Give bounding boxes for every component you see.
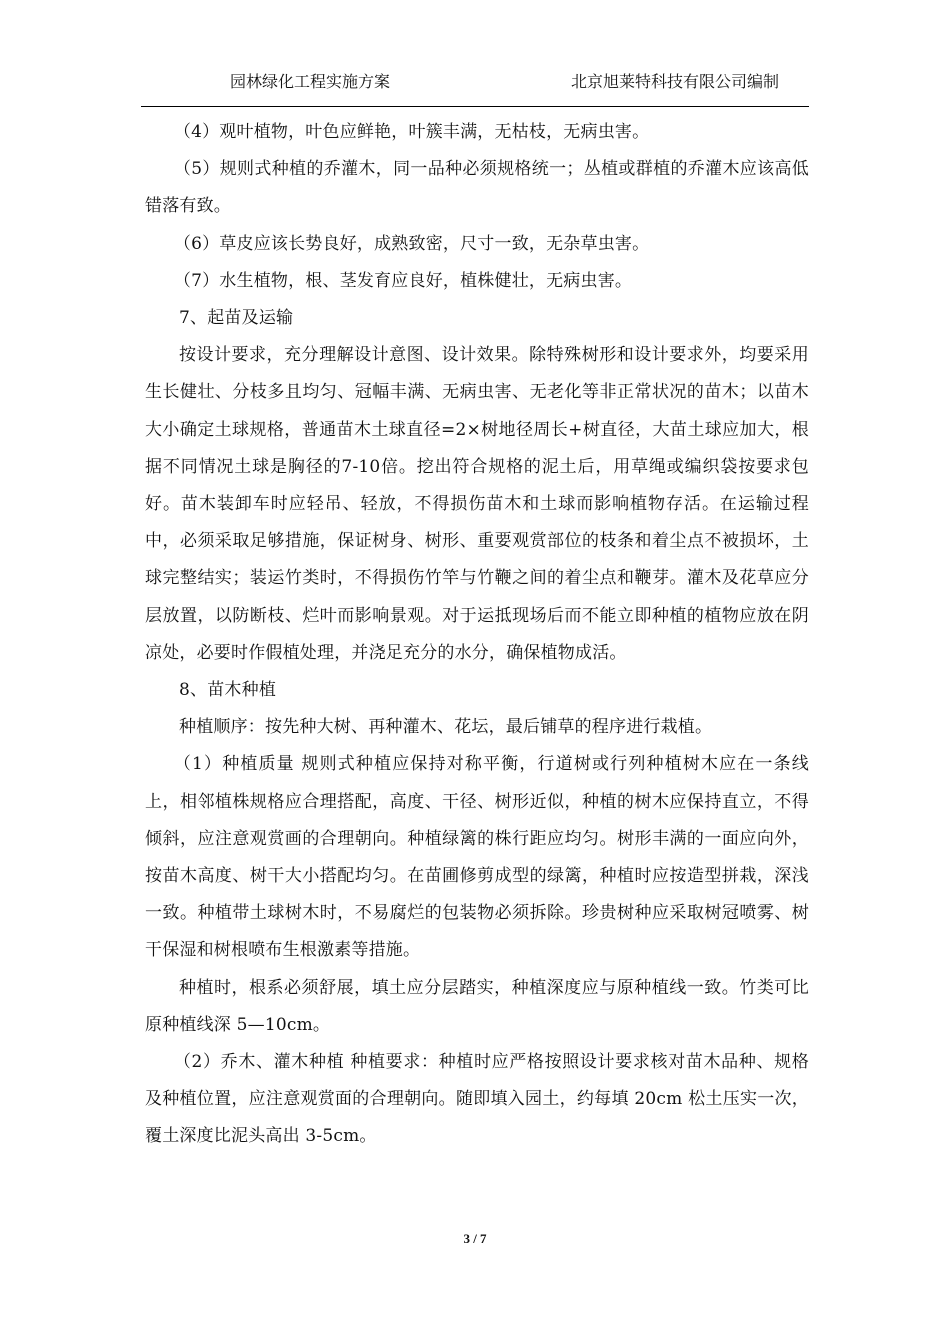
paragraph-item-7: （7）水生植物，根、茎发育应良好，植株健壮，无病虫害。 [173,270,633,291]
header-document-title: 园林绿化工程实施方案 [230,72,391,91]
section-heading-7: 7、起苗及运输 [179,308,294,329]
document-body [145,114,809,1156]
page-number: 3 / 7 [463,1231,487,1246]
section-heading-8: 8、苗木种植 [179,680,277,701]
header-company-name: 北京旭莱特科技有限公司编制 [570,72,779,91]
paragraph-planting-quality: （1）种植质量 规则式种植应保持对称平衡，行道树或行列种植树木应在一条线上，相邻植株规格应合理搭配，高度、干径、树形近似，种植的树木应保持直立，不得倾斜，应注意观赏画的合理朝向。种植绿篱的株行距应均匀。树形丰满的一面应向外，按苗木高度、树干大小搭配均匀。在苗圃修剪成型的绿篱，种植时应按造型拼栽，深浅一致。种植带土球树木时，不易腐烂的包装物必须拆除。珍贵树种应采取树冠喷雾、树干保湿和树根喷布生根激素等措施。 [145,754,809,961]
paragraph-transport: 按设计要求，充分理解设计意图、设计效果。除特殊树形和设计要求外，均要采用生长健壮、分枝多且均匀、冠幅丰满、无病虫害、无老化等非正常状况的苗木；以苗木大小确定土球规格，普通苗木土球直径=2×树地径周长+树直径，大苗土球应加大，根据不同情况土球是胸径的7-10倍。挖出符合规格的泥土后，用草绳或编织袋按要求包好。苗木装卸车时应轻吊、轻放，不得损伤苗木和土球而影响植物存活。在运输过程中，必须采取足够措施，保证树身、树形、重要观赏部位的枝条和着尘点不被损坏，土球完整结实；装运竹类时，不得损伤竹竿与竹鞭之间的着尘点和鞭芽。灌木及花草应分层放置，以防断枝、烂叶而影响景观。对于运抵现场后而不能立即种植的植物应放在阴凉处，必要时作假植处理，并浇足充分的水分，确保植物成活。 [145,345,809,663]
paragraph-item-6: （6）草皮应该长势良好，成熟致密，尺寸一致，无杂草虫害。 [173,233,650,254]
paragraph-tree-shrub-planting: （2）乔木、灌木种植 种植要求：种植时应严格按照设计要求核对苗木品种、规格及种植位置，应注意观赏面的合理朝向。随即填入园土，约每填 20cm 松土压实一次，覆土深度比泥头高出 3-5cm。 [145,1052,809,1147]
page-header [141,52,809,107]
paragraph-item-4: （4）观叶植物，叶色应鲜艳，叶簇丰满，无枯枝，无病虫害。 [173,122,650,142]
paragraph-planting-order: 种植顺序：按先种大树、再种灌木、花坛，最后铺草的程序进行栽植。 [179,717,713,738]
paragraph-planting-depth: 种植时，根系必须舒展，填土应分层踏实，种植深度应与原种植线一致。竹类可比原种植线深 5—10cm。 [145,977,809,1035]
paragraph-item-5: （5）规则式种植的乔灌木，同一品种必须规格统一；丛植或群植的乔灌木应该高低错落有致。 [145,159,809,217]
